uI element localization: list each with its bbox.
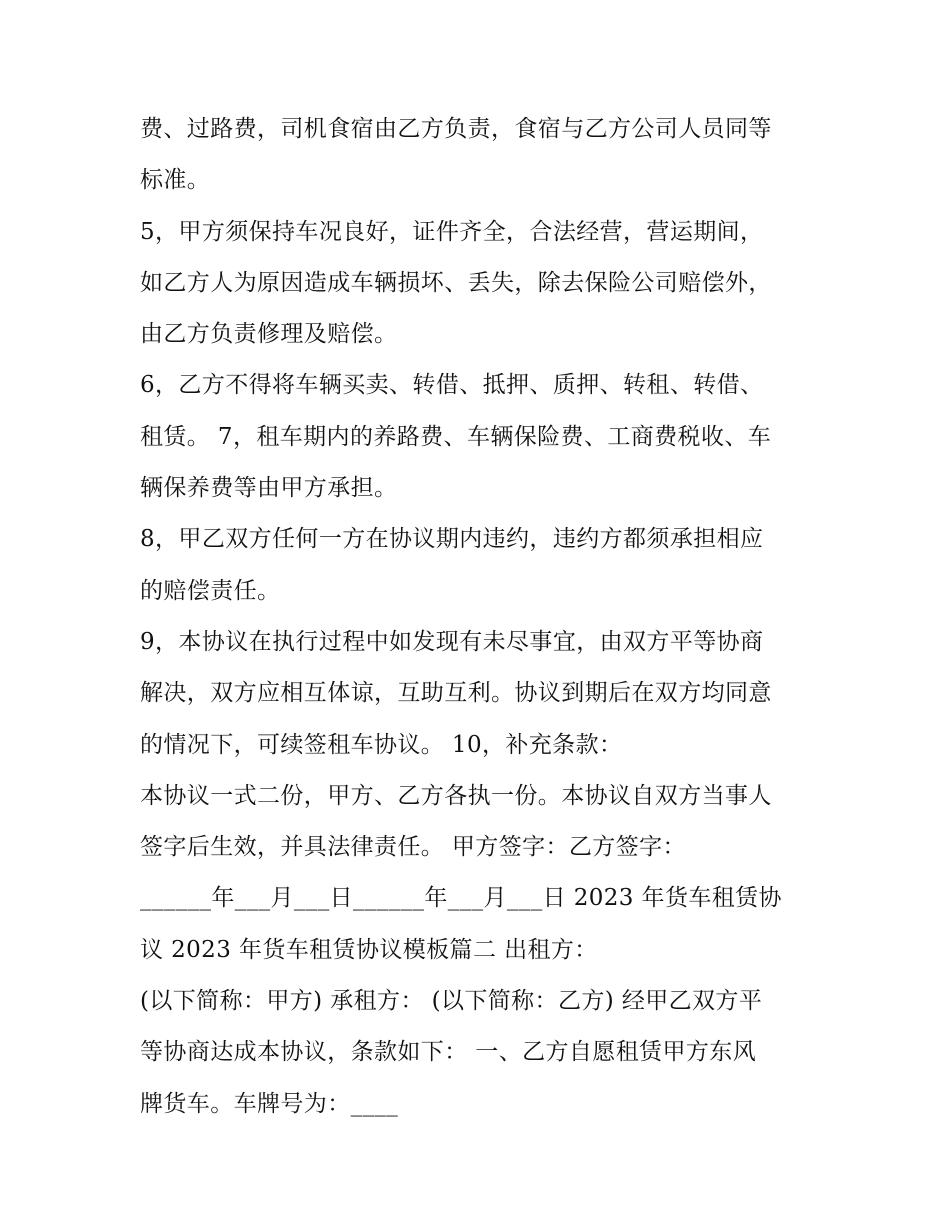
text-line: 辆保养费等由甲方承担。 bbox=[140, 475, 398, 502]
text-line: 的情况下，可续签租车协议。 10，补充条款： bbox=[140, 731, 623, 758]
text-line: 议 2023 年货车租赁协议模板篇二 出租方： bbox=[140, 936, 598, 963]
document-body bbox=[140, 104, 820, 1130]
text-line: 租赁。 7，租车期内的养路费、车辆保险费、工商费税收、车 bbox=[140, 423, 772, 450]
text-line: 本协议一式二份，甲方、乙方各执一份。本协议自双方当事人 bbox=[140, 782, 772, 809]
text-line: 如乙方人为原因造成车辆损坏、丢失，除去保险公司赔偿外， bbox=[140, 269, 772, 296]
text-line: 签字后生效，并具法律责任。 甲方签字：乙方签字： bbox=[140, 834, 686, 861]
plate-number-line: 牌货车。车牌号为：____ bbox=[140, 1090, 399, 1117]
text-line: (以下简称：甲方) 承租方： (以下简称：乙方) 经甲乙双方平 bbox=[140, 988, 763, 1015]
signature-date-line: ______年___月___日______年___月___日 2023 年货车租赁协 bbox=[140, 885, 782, 912]
text-line: 等协商达成本协议，条款如下： 一、乙方自愿租赁甲方东风 bbox=[140, 1039, 757, 1066]
text-line: 的赔偿责任。 bbox=[140, 577, 281, 604]
text-line: 解决，双方应相互体谅，互助互利。协议到期后在双方均同意 bbox=[140, 680, 772, 707]
text-line: 5，甲方须保持车况良好，证件齐全，合法经营，营运期间， bbox=[140, 218, 764, 245]
text-line: 费、过路费，司机食宿由乙方负责，食宿与乙方公司人员同等 bbox=[140, 116, 772, 142]
text-line: 6，乙方不得将车辆买卖、转借、抵押、质押、转租、转借、 bbox=[140, 372, 764, 399]
text-line: 9，本协议在执行过程中如发现有未尽事宜，由双方平等协商 bbox=[140, 628, 764, 655]
text-line: 由乙方负责修理及赔偿。 bbox=[140, 321, 398, 348]
text-line: 8，甲乙双方任何一方在协议期内违约，违约方都须承担相应 bbox=[140, 526, 764, 553]
text-line: 标准。 bbox=[140, 167, 211, 194]
